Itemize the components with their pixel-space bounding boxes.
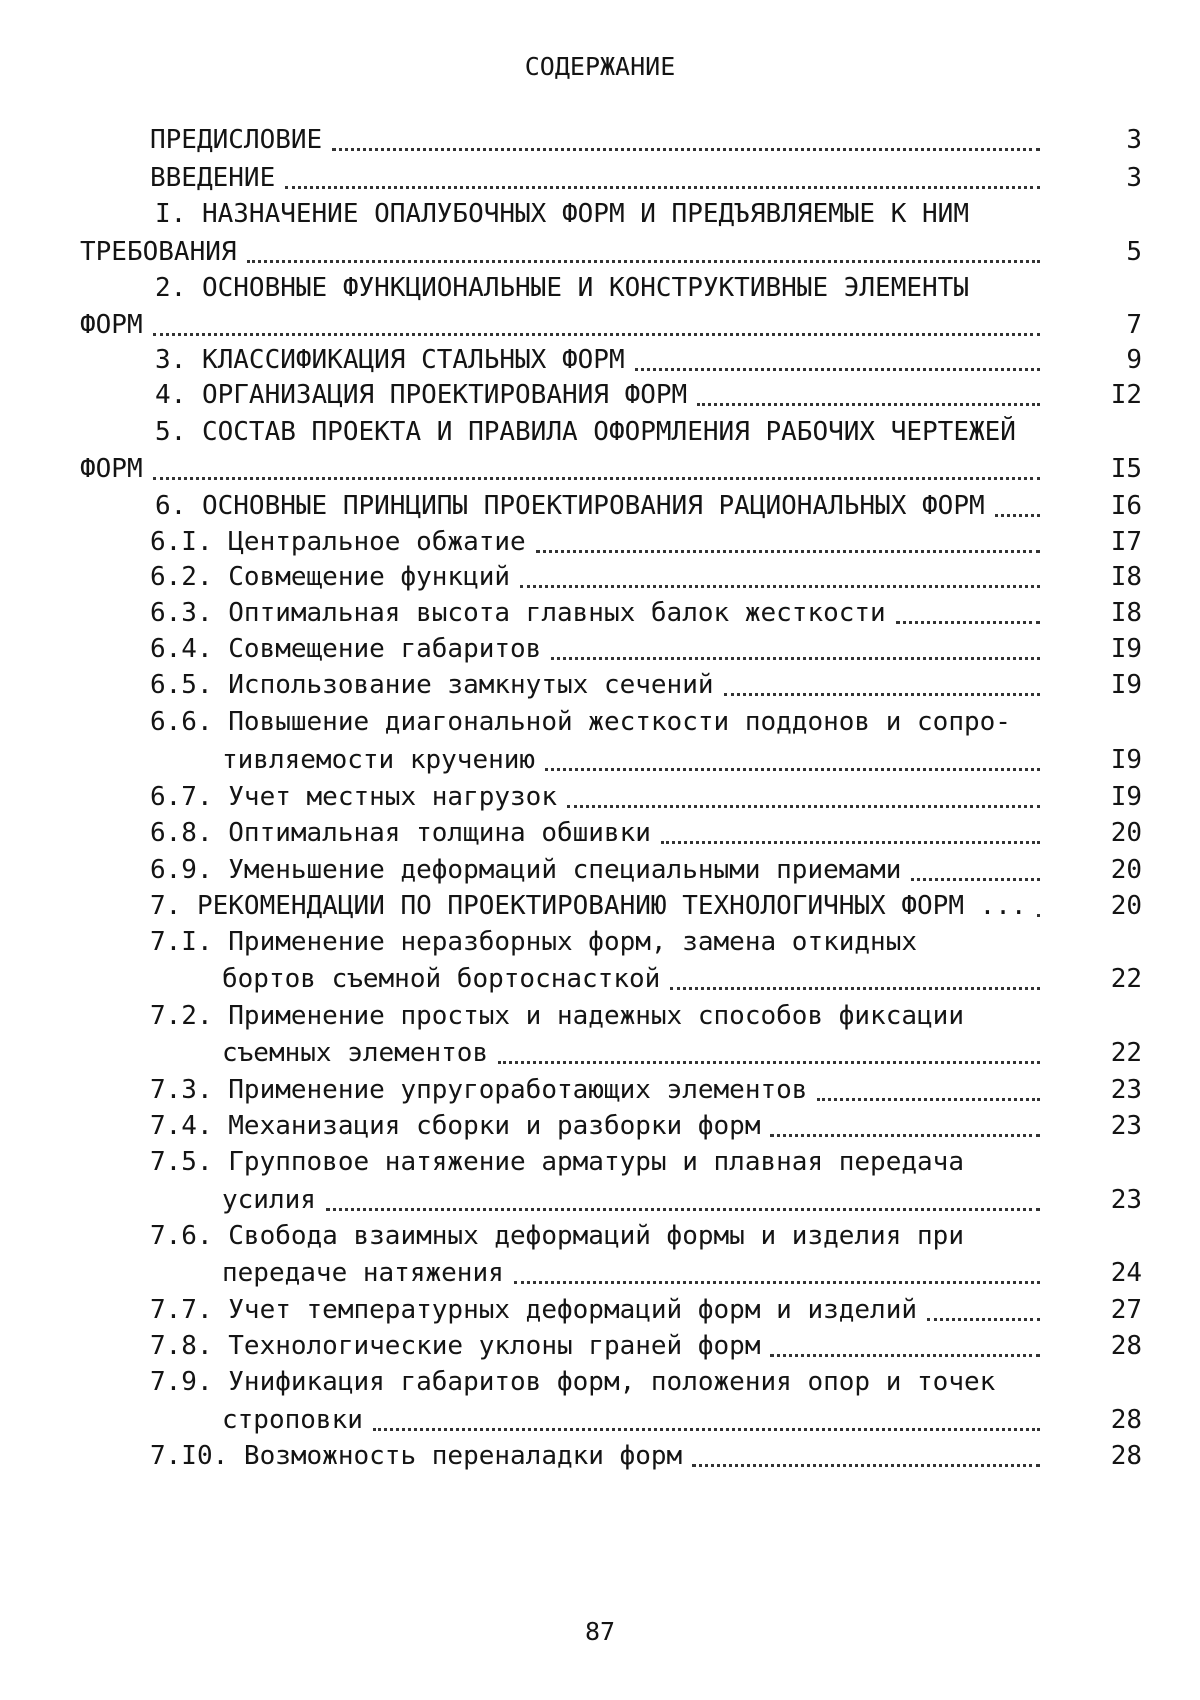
toc-entry	[0, 1253, 1200, 1293]
toc-entry-page: 27	[1110, 1295, 1142, 1325]
dot-leader	[817, 1098, 1040, 1101]
toc-entry-title: ФОРМ	[80, 454, 143, 484]
toc-entry-page: 24	[1110, 1258, 1142, 1288]
toc-entry-title: передаче натяжения	[222, 1258, 504, 1288]
dot-leader	[545, 768, 1040, 771]
toc-entry	[0, 120, 1200, 160]
toc-entry-title: 7.7. Учет температурных деформаций форм и изделий	[150, 1295, 918, 1325]
dot-leader	[285, 186, 1040, 189]
toc-entry-title: 7.3. Применение упругоработающих элементов	[150, 1075, 808, 1105]
dot-leader	[911, 878, 1040, 881]
toc-entry-title: 7.8. Технологические уклоны граней форм	[150, 1331, 761, 1361]
toc-entry	[0, 1180, 1200, 1220]
toc-entry-title: 6.9. Уменьшение деформаций специальными приемами	[150, 855, 902, 885]
toc-entry	[0, 340, 1200, 380]
toc-entry-title: 7.4. Механизация сборки и разборки форм	[150, 1111, 761, 1141]
toc-entry-page: 20	[1110, 855, 1142, 885]
toc-entry	[0, 194, 1200, 234]
toc-entry-title: 6.4. Совмещение габаритов	[150, 634, 542, 664]
dot-leader	[326, 1208, 1040, 1211]
dot-leader	[661, 841, 1040, 844]
toc-entry-title: ВВЕДЕНИЕ	[150, 163, 276, 193]
toc-entry	[0, 1326, 1200, 1366]
dot-leader	[153, 477, 1040, 480]
toc-entry-page: 3	[1126, 163, 1142, 193]
toc-entry-page: I7	[1110, 527, 1142, 557]
toc-entry-page: 28	[1110, 1441, 1142, 1471]
toc-entry	[0, 813, 1200, 853]
toc-entry-title: 7.5. Групповое натяжение арматуры и плавная передача	[150, 1147, 964, 1177]
toc-entry	[0, 486, 1200, 526]
toc-entry-title: 6.6. Повышение диагональной жесткости поддонов и сопро-	[150, 707, 1011, 737]
toc-entry-page: I9	[1110, 670, 1142, 700]
toc-entry-page: I6	[1110, 491, 1142, 521]
toc-entry-page: 3	[1126, 125, 1142, 155]
toc-entry	[0, 777, 1200, 817]
toc-entry	[0, 1033, 1200, 1073]
toc-entry	[0, 959, 1200, 999]
toc-entry-title: 5. СОСТАВ ПРОЕКТА И ПРАВИЛА ОФОРМЛЕНИЯ РАБОЧИХ ЧЕРТЕЖЕЙ	[155, 417, 1016, 447]
toc-entry-page: 28	[1110, 1405, 1142, 1435]
dot-leader	[520, 585, 1040, 588]
dot-leader	[373, 1428, 1040, 1431]
toc-entry-title: съемных элементов	[222, 1038, 489, 1068]
toc-entry	[0, 850, 1200, 890]
toc-entry-page: 9	[1126, 345, 1142, 375]
toc-entry-page: 20	[1110, 891, 1142, 921]
page-number: 87	[584, 1617, 616, 1646]
toc-entry-title: тивляемости кручению	[222, 745, 536, 775]
dot-leader	[551, 657, 1040, 660]
dot-leader	[697, 403, 1040, 406]
toc-entry	[0, 305, 1200, 345]
page-title: СОДЕРЖАНИЕ	[524, 52, 676, 81]
dot-leader	[635, 368, 1040, 371]
dot-leader	[536, 550, 1040, 553]
toc-entry	[0, 740, 1200, 780]
toc-entry	[0, 1400, 1200, 1440]
toc-entry-page: 22	[1110, 1038, 1142, 1068]
dot-leader	[332, 148, 1040, 151]
toc-entry-page: I5	[1110, 454, 1142, 484]
dot-leader	[498, 1061, 1040, 1064]
toc-entry	[0, 268, 1200, 308]
toc-entry-title: 6.8. Оптимальная толщина обшивки	[150, 818, 651, 848]
toc-entry	[0, 1436, 1200, 1476]
toc-entry-page: 23	[1110, 1111, 1142, 1141]
dot-leader	[670, 987, 1040, 990]
dot-leader	[247, 260, 1040, 263]
toc-entry-page: 23	[1110, 1075, 1142, 1105]
toc-entry-title: 6.I. Центральное обжатие	[150, 527, 526, 557]
toc-entry-title: строповки	[222, 1405, 363, 1435]
dot-leader	[692, 1464, 1040, 1467]
toc-entry-page: 28	[1110, 1331, 1142, 1361]
dot-leader	[514, 1281, 1040, 1284]
dot-leader	[927, 1318, 1040, 1321]
toc-entry	[0, 702, 1200, 742]
toc-entry	[0, 665, 1200, 705]
toc-entry	[0, 1290, 1200, 1330]
dot-leader	[896, 621, 1040, 624]
toc-entry-page: 22	[1110, 964, 1142, 994]
toc-entry	[0, 1362, 1200, 1402]
toc-entry-page: 5	[1126, 237, 1142, 267]
toc-entry-title: 2. ОСНОВНЫЕ ФУНКЦИОНАЛЬНЫЕ И КОНСТРУКТИВНЫЕ ЭЛЕМЕНТЫ	[155, 273, 969, 303]
toc-entry-title: ФОРМ	[80, 310, 143, 340]
toc-entry-title: ТРЕБОВАНИЯ	[80, 237, 237, 267]
toc-entry-page: 7	[1126, 310, 1142, 340]
toc-entry-page: I9	[1110, 745, 1142, 775]
toc-entry	[0, 522, 1200, 562]
toc-entry-page: I9	[1110, 634, 1142, 664]
toc-entry-title: ПРЕДИСЛОВИЕ	[150, 125, 323, 155]
toc-entry	[0, 158, 1200, 198]
toc-entry	[0, 886, 1200, 926]
toc-entry	[0, 375, 1200, 415]
toc-entry-title: 6.3. Оптимальная высота главных балок жесткости	[150, 598, 886, 628]
toc-entry-page: I8	[1110, 562, 1142, 592]
toc-entry	[0, 1106, 1200, 1146]
toc-entry-title: 7.6. Свобода взаимных деформаций формы и изделия при	[150, 1221, 964, 1251]
toc-entry	[0, 1142, 1200, 1182]
toc-entry	[0, 412, 1200, 452]
dot-leader	[1037, 914, 1040, 917]
toc-entry-page: I2	[1110, 380, 1142, 410]
toc-entry-title: 7.I. Применение неразборных форм, замена откидных	[150, 927, 918, 957]
toc-entry	[0, 1070, 1200, 1110]
dot-leader	[770, 1354, 1040, 1357]
toc-entry-title: 7.I0. Возможность переналадки форм	[150, 1441, 683, 1471]
toc-entry-title: 3. КЛАССИФИКАЦИЯ СТАЛЬНЫХ ФОРМ	[155, 345, 625, 375]
dot-leader	[567, 805, 1040, 808]
toc-entry	[0, 593, 1200, 633]
toc-entry	[0, 449, 1200, 489]
toc-entry	[0, 557, 1200, 597]
toc-entry-title: 6.2. Совмещение функций	[150, 562, 511, 592]
toc-entry-title: бортов съемной бортоснасткой	[222, 964, 661, 994]
toc-entry	[0, 629, 1200, 669]
toc-entry-title: 7.9. Унификация габаритов форм, положения опор и точек	[150, 1367, 996, 1397]
toc-entry-title: I. НАЗНАЧЕНИЕ ОПАЛУБОЧНЫХ ФОРМ И ПРЕДЪЯВЛЯЕМЫЕ К НИМ	[155, 199, 969, 229]
toc-entry	[0, 232, 1200, 272]
toc-entry-title: 7. РЕКОМЕНДАЦИИ ПО ПРОЕКТИРОВАНИЮ ТЕХНОЛОГИЧНЫХ ФОРМ ...	[150, 891, 1027, 921]
toc-entry-title: 4. ОРГАНИЗАЦИЯ ПРОЕКТИРОВАНИЯ ФОРМ	[155, 380, 688, 410]
toc-entry-title: 7.2. Применение простых и надежных способов фиксации	[150, 1001, 964, 1031]
toc-entry-title: усилия	[222, 1185, 316, 1215]
toc-entry	[0, 922, 1200, 962]
toc-entry-page: I8	[1110, 598, 1142, 628]
dot-leader	[724, 693, 1040, 696]
toc-entry	[0, 1216, 1200, 1256]
toc-entry-title: 6.7. Учет местных нагрузок	[150, 782, 557, 812]
dot-leader	[153, 333, 1040, 336]
toc-entry-title: 6.5. Использование замкнутых сечений	[150, 670, 714, 700]
toc-entry-page: 20	[1110, 818, 1142, 848]
toc-entry-page: I9	[1110, 782, 1142, 812]
dot-leader	[770, 1134, 1040, 1137]
toc-entry-page: 23	[1110, 1185, 1142, 1215]
toc-entry-title: 6. ОСНОВНЫЕ ПРИНЦИПЫ ПРОЕКТИРОВАНИЯ РАЦИОНАЛЬНЫХ ФОРМ	[155, 491, 985, 521]
toc-entry	[0, 996, 1200, 1036]
dot-leader	[995, 514, 1040, 517]
